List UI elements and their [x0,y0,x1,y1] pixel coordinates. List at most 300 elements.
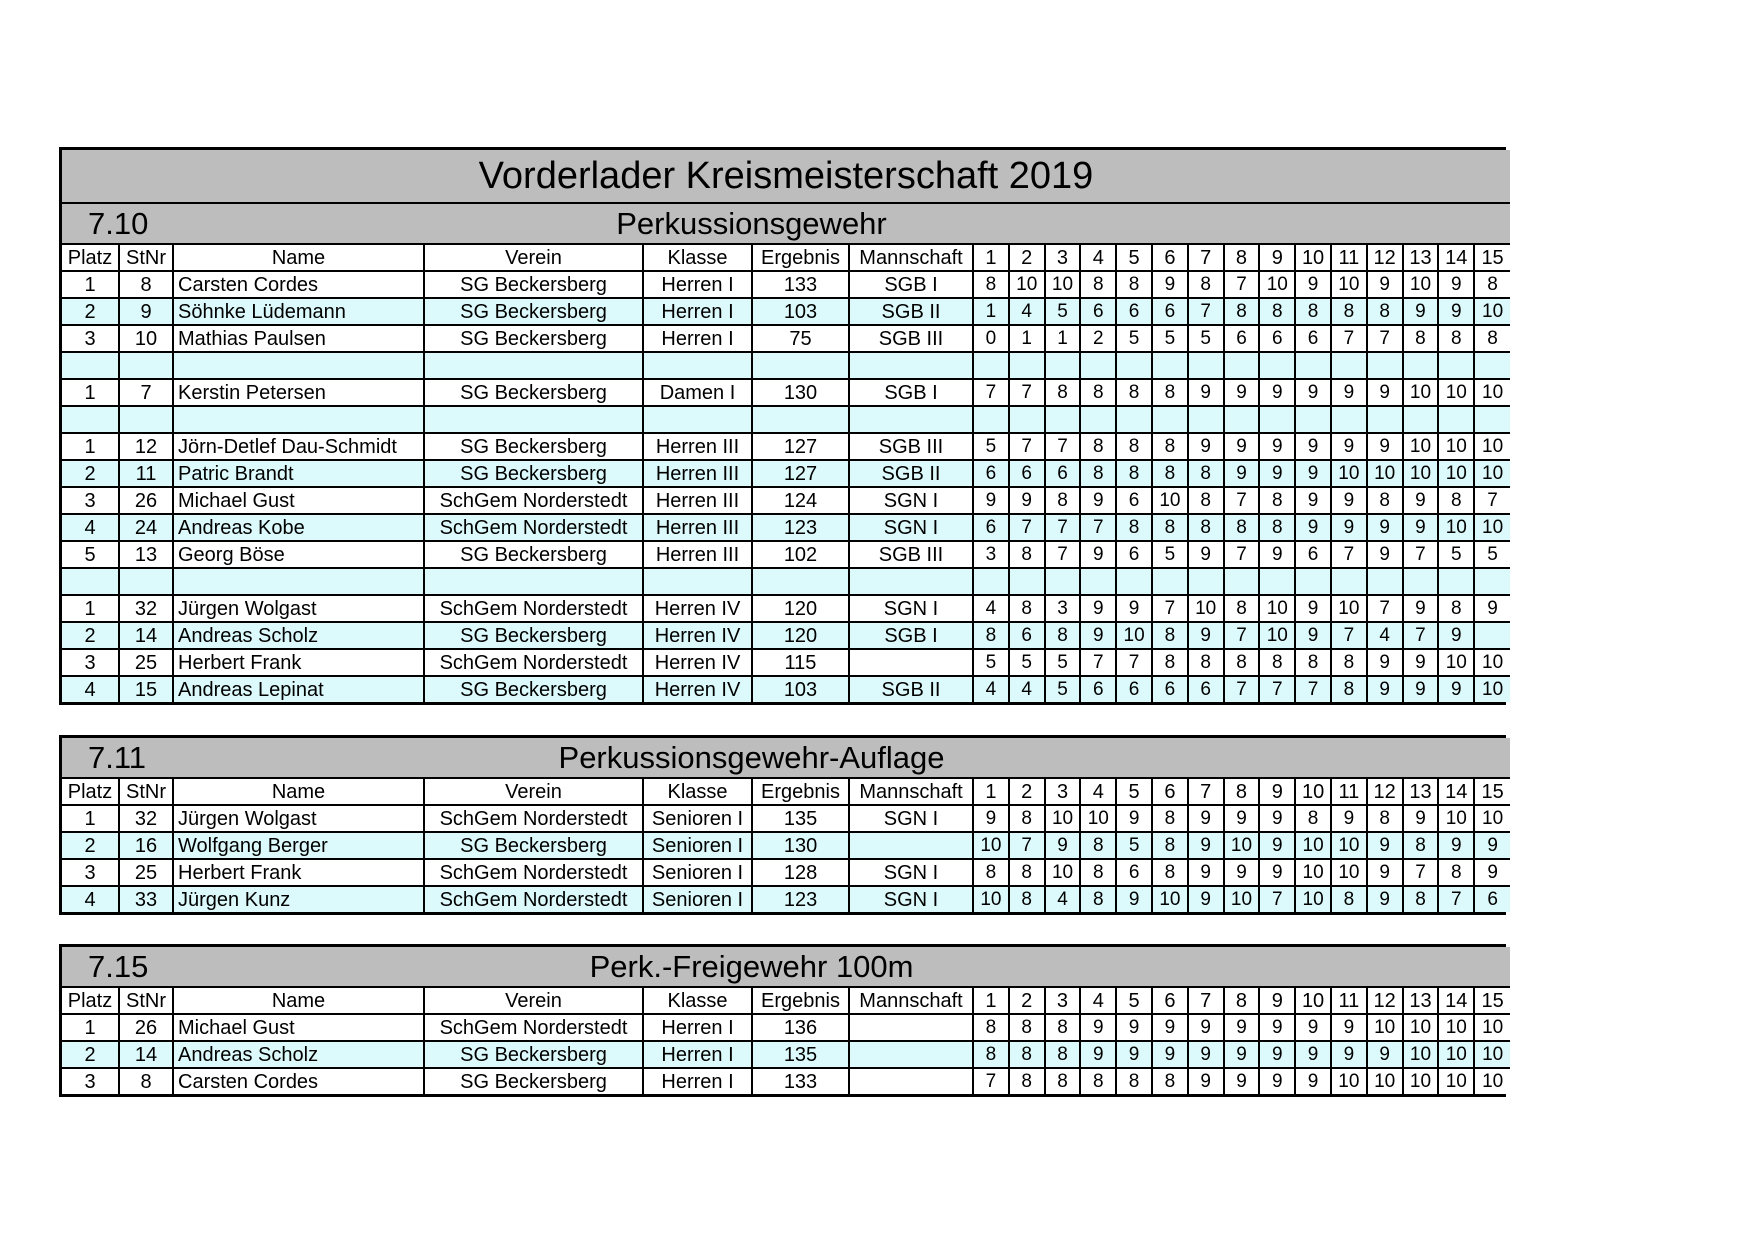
cell-shot: 8 [973,622,1009,649]
cell-shot: 10 [1438,1068,1474,1094]
cell-stnr: 14 [119,1041,173,1068]
cell-ergebnis: 127 [752,433,849,460]
cell-shot: 8 [1152,1068,1188,1094]
cell-verein: SG Beckersberg [424,325,643,352]
section-title: Perkussionsgewehr-Auflage [173,738,1510,778]
cell-shot: 8 [1080,859,1116,886]
cell-shot: 9 [1116,1014,1152,1041]
table-row [62,514,1510,541]
cell-shot: 9 [1438,676,1474,702]
cell-shot: 10 [1474,805,1510,832]
cell-shot [1224,568,1260,595]
column-header-platz: Platz [62,244,119,271]
cell-shot: 7 [1224,271,1260,298]
cell-shot: 10 [1188,595,1224,622]
cell-shot: 10 [1474,676,1510,702]
cell-shot [1403,406,1439,433]
cell-shot [1403,352,1439,379]
cell-name: Andreas Lepinat [173,676,424,702]
cell-shot: 8 [1188,514,1224,541]
results-block-7-15 [59,944,1506,1097]
cell-klasse: Senioren I [643,886,752,912]
cell-mannschaft: SGB I [849,622,973,649]
cell-klasse: Herren IV [643,622,752,649]
cell-shot: 8 [1045,1014,1081,1041]
cell-shot: 9 [1438,832,1474,859]
cell-shot: 10 [1474,1068,1510,1094]
cell-name: Andreas Scholz [173,622,424,649]
cell-shot: 8 [1045,487,1081,514]
cell-shot: 9 [1116,1041,1152,1068]
column-header-shot: 4 [1080,244,1116,271]
cell-shot: 9 [1295,595,1331,622]
column-header-shot: 1 [973,778,1009,805]
cell-shot: 6 [1259,325,1295,352]
cell-shot: 8 [1116,1068,1152,1094]
cell-shot: 10 [1438,1041,1474,1068]
cell-klasse: Herren III [643,487,752,514]
cell-shot: 6 [1116,676,1152,702]
cell-shot: 9 [973,805,1009,832]
cell-mannschaft: SGN I [849,886,973,912]
cell-shot: 10 [1295,859,1331,886]
cell-shot: 10 [1116,622,1152,649]
column-header-shot: 10 [1295,987,1331,1014]
cell-shot: 8 [1152,832,1188,859]
cell-ergebnis [752,406,849,433]
cell-shot: 9 [1224,460,1260,487]
column-header-shot: 13 [1403,244,1439,271]
cell-shot: 9 [1188,622,1224,649]
cell-shot: 10 [1474,649,1510,676]
cell-ergebnis: 133 [752,1068,849,1094]
cell-shot: 5 [973,433,1009,460]
column-header-mannschaft: Mannschaft [849,244,973,271]
cell-mannschaft: SGB III [849,325,973,352]
cell-mannschaft [849,649,973,676]
cell-klasse: Damen I [643,379,752,406]
cell-ergebnis: 123 [752,514,849,541]
cell-stnr: 16 [119,832,173,859]
cell-shot: 9 [1116,595,1152,622]
column-header-name: Name [173,987,424,1014]
cell-shot [1045,568,1081,595]
cell-stnr: 9 [119,298,173,325]
cell-shot: 9 [1080,595,1116,622]
cell-shot: 6 [1152,676,1188,702]
cell-shot: 8 [1331,676,1367,702]
cell-klasse: Herren III [643,541,752,568]
spacer-row [62,352,1510,379]
cell-platz: 1 [62,1014,119,1041]
column-header-shot: 10 [1295,778,1331,805]
cell-platz: 3 [62,487,119,514]
cell-shot: 8 [1259,514,1295,541]
cell-shot: 9 [1367,649,1403,676]
column-header-stnr: StNr [119,244,173,271]
cell-shot: 8 [1152,622,1188,649]
cell-ergebnis: 103 [752,676,849,702]
cell-shot: 7 [1152,595,1188,622]
cell-name: Jürgen Kunz [173,886,424,912]
column-header-shot: 3 [1045,987,1081,1014]
column-header-shot: 6 [1152,778,1188,805]
section-header [62,203,1510,244]
cell-klasse: Herren I [643,1014,752,1041]
cell-platz: 2 [62,622,119,649]
cell-shot: 10 [1367,1014,1403,1041]
column-header-shot: 4 [1080,778,1116,805]
section-number: 7.15 [62,947,173,987]
cell-stnr: 24 [119,514,173,541]
cell-verein [424,568,643,595]
cell-shot [1438,352,1474,379]
cell-shot: 7 [1331,325,1367,352]
cell-shot: 10 [1403,433,1439,460]
cell-mannschaft: SGB I [849,271,973,298]
cell-shot: 8 [1438,487,1474,514]
cell-shot: 8 [1367,805,1403,832]
column-header-ergebnis: Ergebnis [752,778,849,805]
column-header-row [62,987,1510,1014]
cell-platz: 3 [62,1068,119,1094]
cell-klasse [643,352,752,379]
cell-shot: 9 [1259,433,1295,460]
cell-verein: SchGem Norderstedt [424,649,643,676]
cell-mannschaft: SGB II [849,460,973,487]
cell-shot: 8 [1224,649,1260,676]
cell-shot: 9 [1438,622,1474,649]
cell-shot: 7 [1045,541,1081,568]
cell-shot: 10 [1331,859,1367,886]
cell-shot: 6 [1188,676,1224,702]
cell-stnr: 8 [119,271,173,298]
cell-shot: 9 [1224,1014,1260,1041]
cell-shot [1438,568,1474,595]
column-header-shot: 14 [1438,987,1474,1014]
cell-mannschaft [849,352,973,379]
cell-shot: 0 [973,325,1009,352]
cell-shot: 7 [1009,514,1045,541]
cell-verein: SG Beckersberg [424,298,643,325]
cell-shot [1331,406,1367,433]
cell-shot: 6 [973,514,1009,541]
cell-name: Patric Brandt [173,460,424,487]
column-header-name: Name [173,244,424,271]
column-header-stnr: StNr [119,778,173,805]
cell-shot [1474,568,1510,595]
cell-shot: 8 [1045,379,1081,406]
cell-shot: 8 [1295,298,1331,325]
cell-shot: 9 [1367,859,1403,886]
cell-ergebnis: 124 [752,487,849,514]
column-header-shot: 13 [1403,987,1439,1014]
column-header-shot: 9 [1259,778,1295,805]
cell-shot [1259,406,1295,433]
cell-platz: 2 [62,298,119,325]
cell-mannschaft [849,1014,973,1041]
cell-verein: SG Beckersberg [424,622,643,649]
cell-shot [1367,406,1403,433]
cell-klasse [643,406,752,433]
column-header-shot: 8 [1224,778,1260,805]
cell-shot: 8 [1331,886,1367,912]
column-header-shot: 1 [973,244,1009,271]
cell-shot: 8 [1224,514,1260,541]
cell-mannschaft [849,832,973,859]
cell-shot: 8 [1152,379,1188,406]
cell-shot: 8 [1403,325,1439,352]
results-table [62,738,1510,912]
cell-shot [973,352,1009,379]
column-header-shot: 15 [1474,987,1510,1014]
spacer-row [62,568,1510,595]
cell-shot: 10 [1367,1068,1403,1094]
cell-shot: 6 [1295,541,1331,568]
cell-shot: 7 [1295,676,1331,702]
column-header-shot: 14 [1438,778,1474,805]
cell-shot: 9 [1224,859,1260,886]
cell-stnr: 10 [119,325,173,352]
cell-ergebnis: 133 [752,271,849,298]
cell-shot [1259,568,1295,595]
table-row [62,676,1510,702]
cell-stnr: 32 [119,805,173,832]
cell-name: Mathias Paulsen [173,325,424,352]
cell-shot: 9 [1259,1014,1295,1041]
cell-platz [62,568,119,595]
table-row [62,649,1510,676]
cell-klasse: Herren I [643,1068,752,1094]
cell-mannschaft: SGN I [849,595,973,622]
cell-verein: SG Beckersberg [424,379,643,406]
cell-stnr: 26 [119,487,173,514]
cell-shot: 8 [1009,886,1045,912]
cell-shot: 8 [1152,859,1188,886]
cell-shot: 9 [1474,832,1510,859]
cell-shot [1080,352,1116,379]
column-header-stnr: StNr [119,987,173,1014]
cell-shot: 5 [1045,676,1081,702]
cell-ergebnis: 120 [752,622,849,649]
cell-shot: 9 [1259,379,1295,406]
cell-shot: 9 [1403,676,1439,702]
cell-mannschaft: SGB II [849,298,973,325]
cell-ergebnis: 75 [752,325,849,352]
cell-shot: 6 [1116,541,1152,568]
cell-name: Michael Gust [173,1014,424,1041]
cell-shot: 8 [1152,649,1188,676]
cell-shot: 6 [973,460,1009,487]
cell-shot: 8 [1188,271,1224,298]
cell-shot: 5 [1045,298,1081,325]
cell-shot: 6 [1045,460,1081,487]
cell-shot: 9 [973,487,1009,514]
cell-shot: 5 [1116,832,1152,859]
cell-shot: 7 [1009,379,1045,406]
cell-shot: 5 [973,649,1009,676]
cell-name: Herbert Frank [173,859,424,886]
cell-shot: 8 [1152,460,1188,487]
cell-verein: SG Beckersberg [424,460,643,487]
column-header-shot: 3 [1045,244,1081,271]
column-header-row [62,244,1510,271]
cell-shot: 10 [1331,1068,1367,1094]
cell-shot: 7 [1259,886,1295,912]
cell-shot: 8 [1009,1041,1045,1068]
cell-verein [424,352,643,379]
cell-shot: 9 [1331,379,1367,406]
cell-shot: 8 [1259,487,1295,514]
cell-shot: 9 [1295,460,1331,487]
cell-ergebnis: 128 [752,859,849,886]
column-header-shot: 6 [1152,244,1188,271]
cell-shot: 8 [973,1014,1009,1041]
cell-shot: 8 [1009,595,1045,622]
cell-shot: 8 [1474,271,1510,298]
cell-shot: 6 [1009,460,1045,487]
cell-shot: 8 [1331,298,1367,325]
cell-shot: 8 [1080,271,1116,298]
cell-shot: 7 [1259,676,1295,702]
cell-shot: 10 [1474,1014,1510,1041]
cell-shot [1259,352,1295,379]
cell-shot: 7 [1224,676,1260,702]
table-row [62,886,1510,912]
cell-shot: 10 [1438,514,1474,541]
cell-shot: 9 [1367,379,1403,406]
cell-shot: 2 [1080,325,1116,352]
cell-shot: 8 [1116,379,1152,406]
cell-stnr [119,568,173,595]
cell-shot: 10 [973,886,1009,912]
cell-shot: 7 [1367,595,1403,622]
cell-shot [1438,406,1474,433]
cell-verein: SG Beckersberg [424,1068,643,1094]
cell-shot: 8 [1116,433,1152,460]
cell-name: Wolfgang Berger [173,832,424,859]
cell-stnr [119,352,173,379]
cell-shot: 10 [1474,298,1510,325]
cell-shot: 8 [1080,460,1116,487]
cell-name: Carsten Cordes [173,271,424,298]
cell-ergebnis: 120 [752,595,849,622]
cell-shot: 9 [1331,805,1367,832]
cell-verein [424,406,643,433]
column-header-klasse: Klasse [643,778,752,805]
column-header-shot: 2 [1009,778,1045,805]
column-header-shot: 4 [1080,987,1116,1014]
column-header-platz: Platz [62,987,119,1014]
cell-ergebnis [752,352,849,379]
column-header-shot: 9 [1259,987,1295,1014]
section-header [62,738,1510,778]
cell-platz: 3 [62,325,119,352]
cell-shot: 8 [1045,1068,1081,1094]
cell-shot: 10 [1474,1041,1510,1068]
cell-shot: 8 [1474,325,1510,352]
cell-shot: 9 [1116,886,1152,912]
cell-shot: 5 [1116,325,1152,352]
cell-shot: 4 [1045,886,1081,912]
cell-shot: 10 [1438,379,1474,406]
cell-name: Söhnke Lüdemann [173,298,424,325]
cell-name: Andreas Kobe [173,514,424,541]
cell-shot [1367,568,1403,595]
section-number: 7.11 [62,738,173,778]
cell-shot: 10 [1474,379,1510,406]
column-header-verein: Verein [424,244,643,271]
cell-stnr: 25 [119,859,173,886]
cell-shot: 8 [1152,805,1188,832]
cell-shot: 9 [1009,487,1045,514]
results-table [62,150,1510,702]
cell-klasse: Herren I [643,325,752,352]
cell-shot: 6 [1224,325,1260,352]
cell-shot: 8 [1152,514,1188,541]
cell-shot [1116,352,1152,379]
cell-shot: 9 [1152,1014,1188,1041]
cell-shot: 6 [1080,676,1116,702]
cell-shot: 9 [1474,595,1510,622]
cell-shot: 8 [1116,514,1152,541]
column-header-shot: 12 [1367,778,1403,805]
cell-stnr: 13 [119,541,173,568]
cell-name: Carsten Cordes [173,1068,424,1094]
cell-mannschaft: SGB II [849,676,973,702]
cell-name [173,568,424,595]
column-header-platz: Platz [62,778,119,805]
cell-shot: 6 [1116,487,1152,514]
cell-shot [1188,568,1224,595]
cell-shot: 9 [1080,1014,1116,1041]
cell-shot: 6 [1152,298,1188,325]
cell-shot: 9 [1295,514,1331,541]
cell-shot: 10 [1331,460,1367,487]
cell-shot: 10 [1259,271,1295,298]
cell-shot: 5 [1152,325,1188,352]
cell-shot: 10 [1474,460,1510,487]
cell-shot: 10 [1331,832,1367,859]
cell-shot: 7 [1045,433,1081,460]
cell-shot: 10 [1438,805,1474,832]
cell-shot [1152,406,1188,433]
cell-mannschaft: SGN I [849,859,973,886]
cell-shot: 9 [1188,859,1224,886]
cell-shot: 9 [1438,271,1474,298]
cell-shot: 8 [1403,832,1439,859]
column-header-ergebnis: Ergebnis [752,244,849,271]
cell-shot: 7 [1045,514,1081,541]
cell-shot [973,406,1009,433]
cell-shot [1474,352,1510,379]
cell-shot: 7 [1403,622,1439,649]
cell-ergebnis: 130 [752,379,849,406]
column-header-shot: 7 [1188,244,1224,271]
section-title: Perk.-Freigewehr 100m [173,947,1510,987]
cell-shot: 4 [1009,298,1045,325]
section-number: 7.10 [62,203,173,244]
cell-shot: 9 [1331,433,1367,460]
results-block-7-10 [59,147,1506,705]
cell-shot: 9 [1403,298,1439,325]
cell-ergebnis: 130 [752,832,849,859]
cell-klasse: Herren I [643,271,752,298]
cell-shot: 10 [1152,886,1188,912]
cell-shot: 9 [1188,1041,1224,1068]
cell-shot: 5 [1188,325,1224,352]
cell-shot: 6 [1474,886,1510,912]
